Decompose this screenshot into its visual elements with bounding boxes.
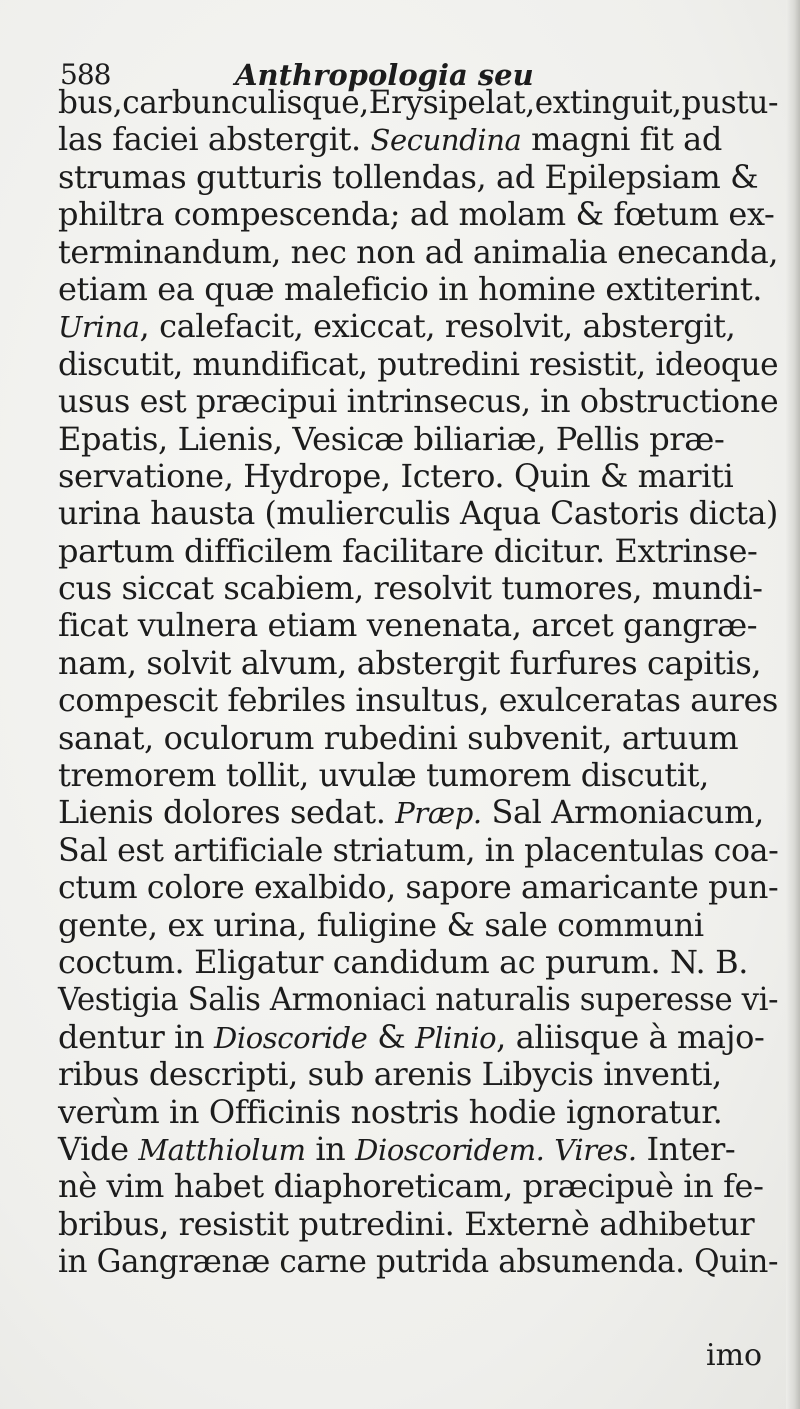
text-line <box>58 1168 778 1205</box>
text-line <box>58 344 779 383</box>
page-edge <box>786 0 800 1409</box>
text-line <box>58 382 779 421</box>
text-segment: ribus descripti, sub arenis Libycis inventi, <box>58 1055 722 1094</box>
text-segment: Vide <box>58 1129 139 1168</box>
text-segment: compescit febriles insultus, exulceratas aures <box>58 681 778 720</box>
text-segment: urina hausta (mulierculis Aqua Castoris dicta) <box>58 494 778 533</box>
text-line <box>58 980 779 1019</box>
catchword: imo <box>706 1338 763 1373</box>
text-segment: & <box>367 1017 416 1056</box>
italic-term: Urina <box>58 310 140 345</box>
body-text <box>58 84 778 1281</box>
text-line <box>58 271 778 308</box>
text-segment: nam, solvit alvum, abstergit furfures capitis, <box>58 643 762 682</box>
page-number: 588 <box>60 58 111 91</box>
text-line <box>58 681 778 720</box>
text-segment: tremorem tollit, uvulæ tumorem discutit, <box>58 756 709 795</box>
text-segment: in Gangrænæ carne putrida absumenda. Quin- <box>58 1242 779 1281</box>
text-line <box>58 830 779 869</box>
text-segment: philtra compescenda; ad molam & fœtum ex- <box>58 195 775 234</box>
text-line <box>58 1094 778 1131</box>
text-line <box>58 533 778 570</box>
text-segment: magni fit ad <box>521 120 722 159</box>
text-line <box>58 570 778 607</box>
text-line <box>58 645 778 682</box>
italic-term: Præp. <box>395 796 482 831</box>
text-segment: ficat vulnera etiam venenata, arcet gangræ- <box>58 606 758 645</box>
text-segment: etiam ea quæ maleficio in homine extiterint. <box>58 269 763 308</box>
text-segment: , aliisque à majo- <box>496 1017 765 1056</box>
text-line <box>58 757 778 794</box>
text-line <box>58 458 778 495</box>
text-line <box>58 159 778 196</box>
text-segment: servatione, Hydrope, Ictero. Quin & mariti <box>58 456 734 495</box>
text-segment: gente, ex urina, fuligine & sale communi <box>58 905 704 944</box>
text-segment: las faciei abstergit. <box>58 120 371 159</box>
text-line <box>58 1019 778 1056</box>
text-segment: Inter- <box>636 1129 736 1168</box>
text-segment: terminandum, nec non ad animalia enecanda, <box>58 232 779 271</box>
text-line <box>58 121 778 158</box>
text-line <box>58 794 778 831</box>
text-segment: Epatis, Lienis, Vesicæ biliariæ, Pellis præ- <box>58 419 725 458</box>
italic-term: Matthiolum <box>138 1132 306 1167</box>
text-line <box>58 1206 778 1243</box>
text-segment: cus siccat scabiem, resolvit tumores, mundi- <box>58 569 763 608</box>
text-segment: Vestigia Salis Armoniaci naturalis superesse vi- <box>58 980 779 1019</box>
text-segment: coctum. Eligatur candidum ac purum. N. B. <box>58 942 748 981</box>
italic-term: Dioscoridem. <box>355 1132 545 1167</box>
text-line <box>58 907 778 944</box>
text-line <box>58 232 779 271</box>
text-line <box>58 1056 778 1093</box>
text-segment: discutit, mundificat, putredini resistit, ideoque <box>58 344 779 383</box>
text-line <box>58 720 778 757</box>
text-segment: partum difficilem facilitare dicitur. Extrinse- <box>58 531 758 570</box>
text-segment <box>545 1130 555 1168</box>
text-line <box>58 607 778 644</box>
italic-term: Dioscoride <box>214 1020 368 1055</box>
italic-term: Vires. <box>554 1132 637 1167</box>
text-line <box>58 421 778 458</box>
text-segment: Sal est artificiale striatum, in placentulas coa- <box>58 830 779 869</box>
text-segment: in <box>305 1129 356 1168</box>
text-segment: , calefacit, exiccat, resolvit, abstergit, <box>139 307 736 346</box>
italic-term: Plinio <box>415 1020 497 1055</box>
text-segment: strumas gutturis tollendas, ad Epilepsiam & <box>58 157 759 196</box>
text-segment: sanat, oculorum rubedini subvenit, artuum <box>58 718 739 757</box>
text-line <box>58 868 779 907</box>
text-segment: nè vim habet diaphoreticam, præcipuè in fe- <box>58 1167 764 1206</box>
text-line <box>58 944 778 981</box>
text-segment: bus,carbunculisque,Erysipelat,extinguit,pustu- <box>58 83 779 121</box>
text-segment: dentur in <box>58 1017 214 1056</box>
running-title: Anthropologia seu <box>235 58 534 92</box>
text-line <box>58 83 779 121</box>
text-line <box>58 308 778 345</box>
text-segment: Lienis dolores sedat. <box>58 793 396 832</box>
text-segment: Sal Armoniacum, <box>481 793 764 832</box>
text-segment: ctum colore exalbido, sapore amaricante pun- <box>58 868 779 907</box>
text-line <box>58 1131 778 1168</box>
italic-term: Secundina <box>370 123 522 158</box>
text-segment: verùm in Officinis nostris hodie ignoratur. <box>58 1092 723 1131</box>
text-segment: bribus, resistit putredini. Externè adhibetur <box>58 1204 755 1243</box>
text-line <box>58 494 778 533</box>
text-line <box>58 196 778 233</box>
text-line <box>58 1242 779 1281</box>
text-segment: usus est præcipui intrinsecus, in obstructione <box>58 382 779 421</box>
